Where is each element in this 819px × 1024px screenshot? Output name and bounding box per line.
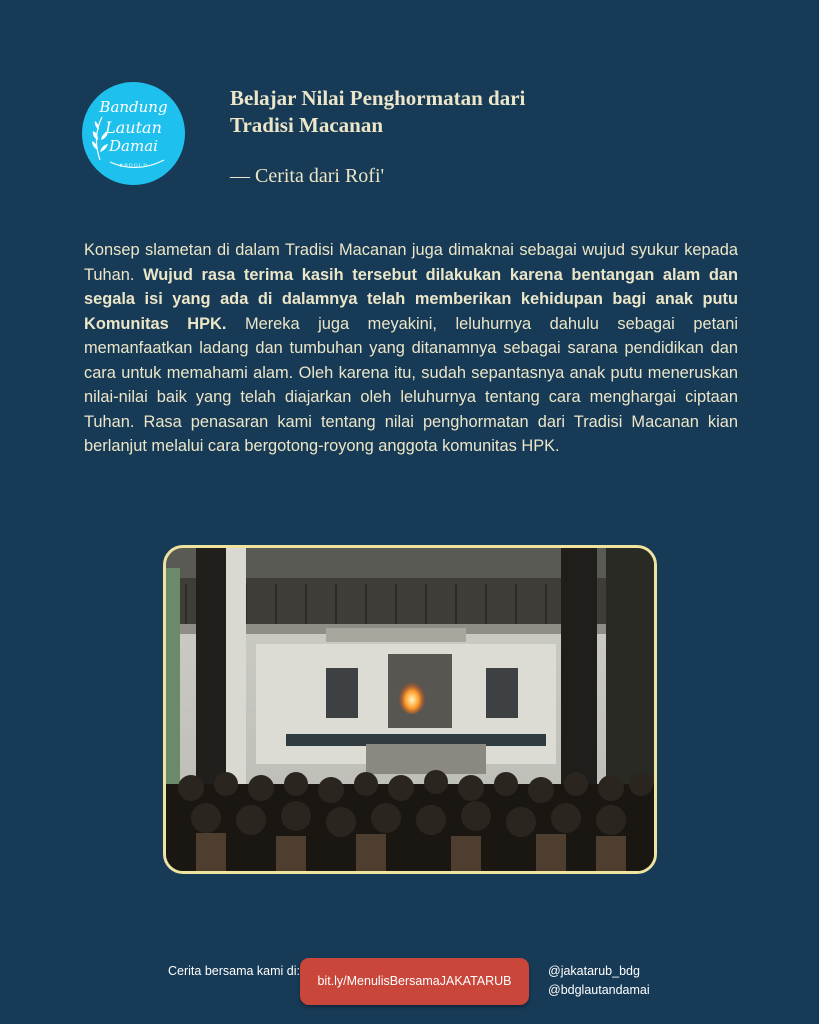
- logo-line-1: Bandung: [99, 98, 168, 116]
- logo-line-3: Damai: [109, 137, 158, 155]
- footer-label: Cerita bersama kami di:: [168, 964, 300, 978]
- article-text-1: Konsep slametan di dalam Tradisi Macanan juga dimaknai sebagai wujud syukur kepada Tuhan.: [84, 241, 738, 284]
- article-body: [84, 238, 738, 459]
- page-title: Belajar Nilai Penghormatan dari Tradisi Macanan: [230, 86, 526, 137]
- article-text-bold: Wujud rasa terima kasih tersebut dilakukan karena bentangan alam dan segala isi yang ada di dalamnya telah memberikan kehidupan bagi anak putu Komunitas HPK.: [84, 265, 738, 333]
- handle-jakatarub[interactable]: @jakatarub_bdg: [548, 964, 640, 978]
- writing-link-button[interactable]: bit.ly/MenulisBersamaJAKATARUB: [300, 958, 529, 1005]
- logo-tagline: #BDGLD: [118, 163, 149, 169]
- logo: [82, 82, 185, 185]
- social-handles: [548, 962, 650, 1000]
- handle-bdglautandamai[interactable]: @bdglautandamai: [548, 983, 650, 997]
- author-byline: — Cerita dari Rofi': [230, 165, 385, 187]
- article-text-2: Mereka juga meyakini, leluhurnya dahulu sebagai petani memanfaatkan ladang dan tumbuhan yang ditanamnya sebagai sarana pendidikan dan cara untuk memahami alam. Oleh karena itu, sudah sepantasnya anak putu meneruskan nilai-nilai baik yang telah diajarkan oleh leluhurnya tentang cara menghargai ciptaan Tuhan. Rasa penasaran kami tentang nilai penghormatan dari Tradisi Macanan kian berlanjut melalui cara bergotong-royong anggota komunitas HPK.: [84, 314, 739, 455]
- logo-line-2: Lautan: [105, 118, 162, 137]
- ceremony-photo: [163, 545, 657, 874]
